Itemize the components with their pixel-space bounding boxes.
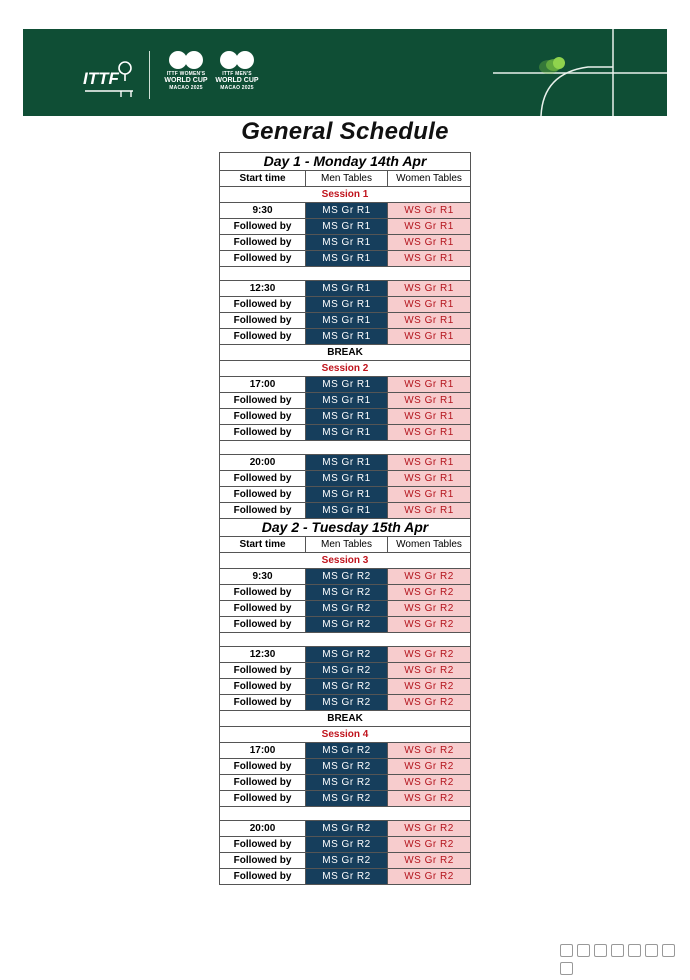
start-time-cell: Followed by (220, 617, 306, 633)
table-row (220, 471, 471, 487)
start-time-cell: Followed by (220, 663, 306, 679)
men-table-cell: MS Gr R1 (306, 425, 388, 441)
ball-icon (553, 57, 565, 69)
men-table-cell: MS Gr R1 (306, 409, 388, 425)
page-dot-icon (628, 944, 641, 957)
break-label: BREAK (220, 345, 471, 361)
women-table-cell: WS Gr R1 (388, 409, 471, 425)
women-cup-line-3: MACAO 2025 (169, 85, 203, 91)
women-table-cell: WS Gr R1 (388, 251, 471, 267)
session-label: Session 1 (220, 187, 471, 203)
schedule-table-day-2 (219, 518, 471, 885)
women-table-cell: WS Gr R2 (388, 837, 471, 853)
header-start-time: Start time (220, 171, 306, 187)
start-time-cell: Followed by (220, 425, 306, 441)
start-time-cell: Followed by (220, 585, 306, 601)
women-table-cell: WS Gr R1 (388, 281, 471, 297)
start-time-cell: Followed by (220, 471, 306, 487)
start-time-cell: 12:30 (220, 281, 306, 297)
men-table-cell: MS Gr R2 (306, 617, 388, 633)
page-dot-icon (662, 944, 675, 957)
start-time-cell: Followed by (220, 853, 306, 869)
table-row (220, 329, 471, 345)
break-label: BREAK (220, 711, 471, 727)
start-time-cell: 9:30 (220, 569, 306, 585)
women-table-cell: WS Gr R1 (388, 425, 471, 441)
table-row (220, 869, 471, 885)
page-dot-icon (577, 944, 590, 957)
men-table-cell: MS Gr R1 (306, 377, 388, 393)
table-row (220, 235, 471, 251)
session-label: Session 4 (220, 727, 471, 743)
ittf-wordmark: ITTF (83, 69, 119, 88)
table-row (220, 377, 471, 393)
women-table-cell: WS Gr R1 (388, 377, 471, 393)
table-row (220, 219, 471, 235)
table-row (220, 775, 471, 791)
header-women-tables: Women Tables (388, 537, 471, 553)
table-row (220, 455, 471, 471)
page-dot-icon (594, 944, 607, 957)
page-dot-icon (611, 944, 624, 957)
women-cup-line-1: ITTF WOMEN'S (166, 71, 206, 77)
start-time-cell: 20:00 (220, 455, 306, 471)
women-table-cell: WS Gr R2 (388, 617, 471, 633)
table-row (220, 503, 471, 519)
start-time-cell: Followed by (220, 869, 306, 885)
women-table-cell: WS Gr R1 (388, 219, 471, 235)
page-dot-icon (645, 944, 658, 957)
table-row (220, 409, 471, 425)
women-table-cell: WS Gr R2 (388, 647, 471, 663)
session-label: Session 3 (220, 553, 471, 569)
women-table-cell: WS Gr R2 (388, 821, 471, 837)
men-table-cell: MS Gr R2 (306, 569, 388, 585)
spacer-cell (220, 807, 471, 821)
men-table-cell: MS Gr R2 (306, 647, 388, 663)
page-dot-icon (560, 944, 573, 957)
table-row (220, 569, 471, 585)
women-table-cell: WS Gr R2 (388, 869, 471, 885)
men-table-cell: MS Gr R2 (306, 791, 388, 807)
table-row (220, 837, 471, 853)
women-table-cell: WS Gr R1 (388, 329, 471, 345)
header-women-tables: Women Tables (388, 171, 471, 187)
start-time-cell: Followed by (220, 297, 306, 313)
start-time-cell: Followed by (220, 487, 306, 503)
women-table-cell: WS Gr R2 (388, 585, 471, 601)
men-table-cell: MS Gr R1 (306, 487, 388, 503)
men-table-cell: MS Gr R2 (306, 853, 388, 869)
men-table-cell: MS Gr R1 (306, 251, 388, 267)
women-table-cell: WS Gr R2 (388, 601, 471, 617)
start-time-cell: Followed by (220, 393, 306, 409)
men-world-cup-logo (212, 49, 262, 109)
table-row (220, 853, 471, 869)
women-table-cell: WS Gr R1 (388, 297, 471, 313)
men-table-cell: MS Gr R1 (306, 235, 388, 251)
women-table-cell: WS Gr R2 (388, 679, 471, 695)
women-table-cell: WS Gr R1 (388, 503, 471, 519)
page-title: General Schedule (241, 118, 449, 145)
women-world-cup-logo (161, 49, 211, 109)
women-table-cell: WS Gr R2 (388, 695, 471, 711)
men-table-cell: MS Gr R2 (306, 585, 388, 601)
men-cup-line-3: MACAO 2025 (220, 85, 254, 91)
table-row (220, 585, 471, 601)
header-row (220, 171, 471, 187)
women-table-cell: WS Gr R1 (388, 393, 471, 409)
break-row (220, 711, 471, 727)
women-table-cell: WS Gr R2 (388, 743, 471, 759)
table-row (220, 393, 471, 409)
header-row (220, 537, 471, 553)
session-row (220, 187, 471, 203)
spacer-cell (220, 633, 471, 647)
women-table-cell: WS Gr R1 (388, 455, 471, 471)
men-table-cell: MS Gr R2 (306, 775, 388, 791)
spacer-row (220, 267, 471, 281)
women-table-cell: WS Gr R1 (388, 203, 471, 219)
header-men-tables: Men Tables (306, 537, 388, 553)
start-time-cell: 20:00 (220, 821, 306, 837)
women-table-cell: WS Gr R2 (388, 853, 471, 869)
page-dot-icon (560, 962, 573, 975)
spacer-row (220, 807, 471, 821)
table-row (220, 487, 471, 503)
start-time-cell: Followed by (220, 775, 306, 791)
start-time-cell: Followed by (220, 837, 306, 853)
table-row (220, 617, 471, 633)
women-table-cell: WS Gr R2 (388, 759, 471, 775)
men-table-cell: MS Gr R1 (306, 313, 388, 329)
day-title: Day 2 - Tuesday 15th Apr (220, 519, 471, 537)
court-lines-graphic (493, 29, 667, 116)
spacer-row (220, 441, 471, 455)
start-time-cell: Followed by (220, 679, 306, 695)
women-cup-line-2: WORLD CUP (164, 77, 208, 84)
men-cup-line-2: WORLD CUP (215, 77, 259, 84)
women-table-cell: WS Gr R1 (388, 313, 471, 329)
table-row (220, 759, 471, 775)
start-time-cell: Followed by (220, 791, 306, 807)
day-title-row (220, 519, 471, 537)
men-table-cell: MS Gr R1 (306, 329, 388, 345)
women-table-cell: WS Gr R1 (388, 471, 471, 487)
start-time-cell: 17:00 (220, 377, 306, 393)
men-table-cell: MS Gr R2 (306, 663, 388, 679)
header-banner (23, 29, 667, 116)
spacer-cell (220, 441, 471, 455)
table-row (220, 743, 471, 759)
men-table-cell: MS Gr R1 (306, 281, 388, 297)
table-row (220, 791, 471, 807)
women-table-cell: WS Gr R2 (388, 663, 471, 679)
women-table-cell: WS Gr R2 (388, 791, 471, 807)
table-row (220, 251, 471, 267)
table-row (220, 695, 471, 711)
session-row (220, 553, 471, 569)
ittf-logo (83, 59, 138, 99)
men-table-cell: MS Gr R1 (306, 471, 388, 487)
cup-balls-icon (217, 49, 257, 71)
session-row (220, 727, 471, 743)
men-table-cell: MS Gr R2 (306, 837, 388, 853)
header-start-time: Start time (220, 537, 306, 553)
start-time-cell: Followed by (220, 251, 306, 267)
page-indicator (556, 944, 690, 956)
start-time-cell: Followed by (220, 409, 306, 425)
men-table-cell: MS Gr R1 (306, 219, 388, 235)
start-time-cell: Followed by (220, 695, 306, 711)
men-table-cell: MS Gr R2 (306, 743, 388, 759)
table-row (220, 601, 471, 617)
table-row (220, 425, 471, 441)
table-row (220, 297, 471, 313)
table-row (220, 663, 471, 679)
spacer-cell (220, 267, 471, 281)
cup-balls-icon (166, 49, 206, 71)
women-table-cell: WS Gr R1 (388, 487, 471, 503)
banner-divider (149, 51, 150, 99)
table-row (220, 821, 471, 837)
start-time-cell: 9:30 (220, 203, 306, 219)
spacer-row (220, 633, 471, 647)
session-label: Session 2 (220, 361, 471, 377)
men-table-cell: MS Gr R1 (306, 393, 388, 409)
men-table-cell: MS Gr R2 (306, 869, 388, 885)
start-time-cell: Followed by (220, 329, 306, 345)
men-table-cell: MS Gr R2 (306, 821, 388, 837)
women-table-cell: WS Gr R2 (388, 775, 471, 791)
men-table-cell: MS Gr R2 (306, 601, 388, 617)
table-row (220, 281, 471, 297)
start-time-cell: Followed by (220, 601, 306, 617)
start-time-cell: 12:30 (220, 647, 306, 663)
men-table-cell: MS Gr R1 (306, 297, 388, 313)
start-time-cell: Followed by (220, 759, 306, 775)
men-table-cell: MS Gr R2 (306, 759, 388, 775)
men-cup-line-1: ITTF MEN'S (222, 71, 252, 77)
schedule-table-day-1 (219, 152, 471, 519)
break-row (220, 345, 471, 361)
day-title: Day 1 - Monday 14th Apr (220, 153, 471, 171)
men-table-cell: MS Gr R2 (306, 695, 388, 711)
table-row (220, 313, 471, 329)
women-table-cell: WS Gr R2 (388, 569, 471, 585)
women-table-cell: WS Gr R1 (388, 235, 471, 251)
start-time-cell: 17:00 (220, 743, 306, 759)
table-row (220, 647, 471, 663)
men-table-cell: MS Gr R1 (306, 455, 388, 471)
men-table-cell: MS Gr R1 (306, 203, 388, 219)
header-men-tables: Men Tables (306, 171, 388, 187)
start-time-cell: Followed by (220, 219, 306, 235)
men-table-cell: MS Gr R2 (306, 679, 388, 695)
start-time-cell: Followed by (220, 313, 306, 329)
start-time-cell: Followed by (220, 235, 306, 251)
session-row (220, 361, 471, 377)
table-row (220, 203, 471, 219)
men-table-cell: MS Gr R1 (306, 503, 388, 519)
start-time-cell: Followed by (220, 503, 306, 519)
table-row (220, 679, 471, 695)
day-title-row (220, 153, 471, 171)
